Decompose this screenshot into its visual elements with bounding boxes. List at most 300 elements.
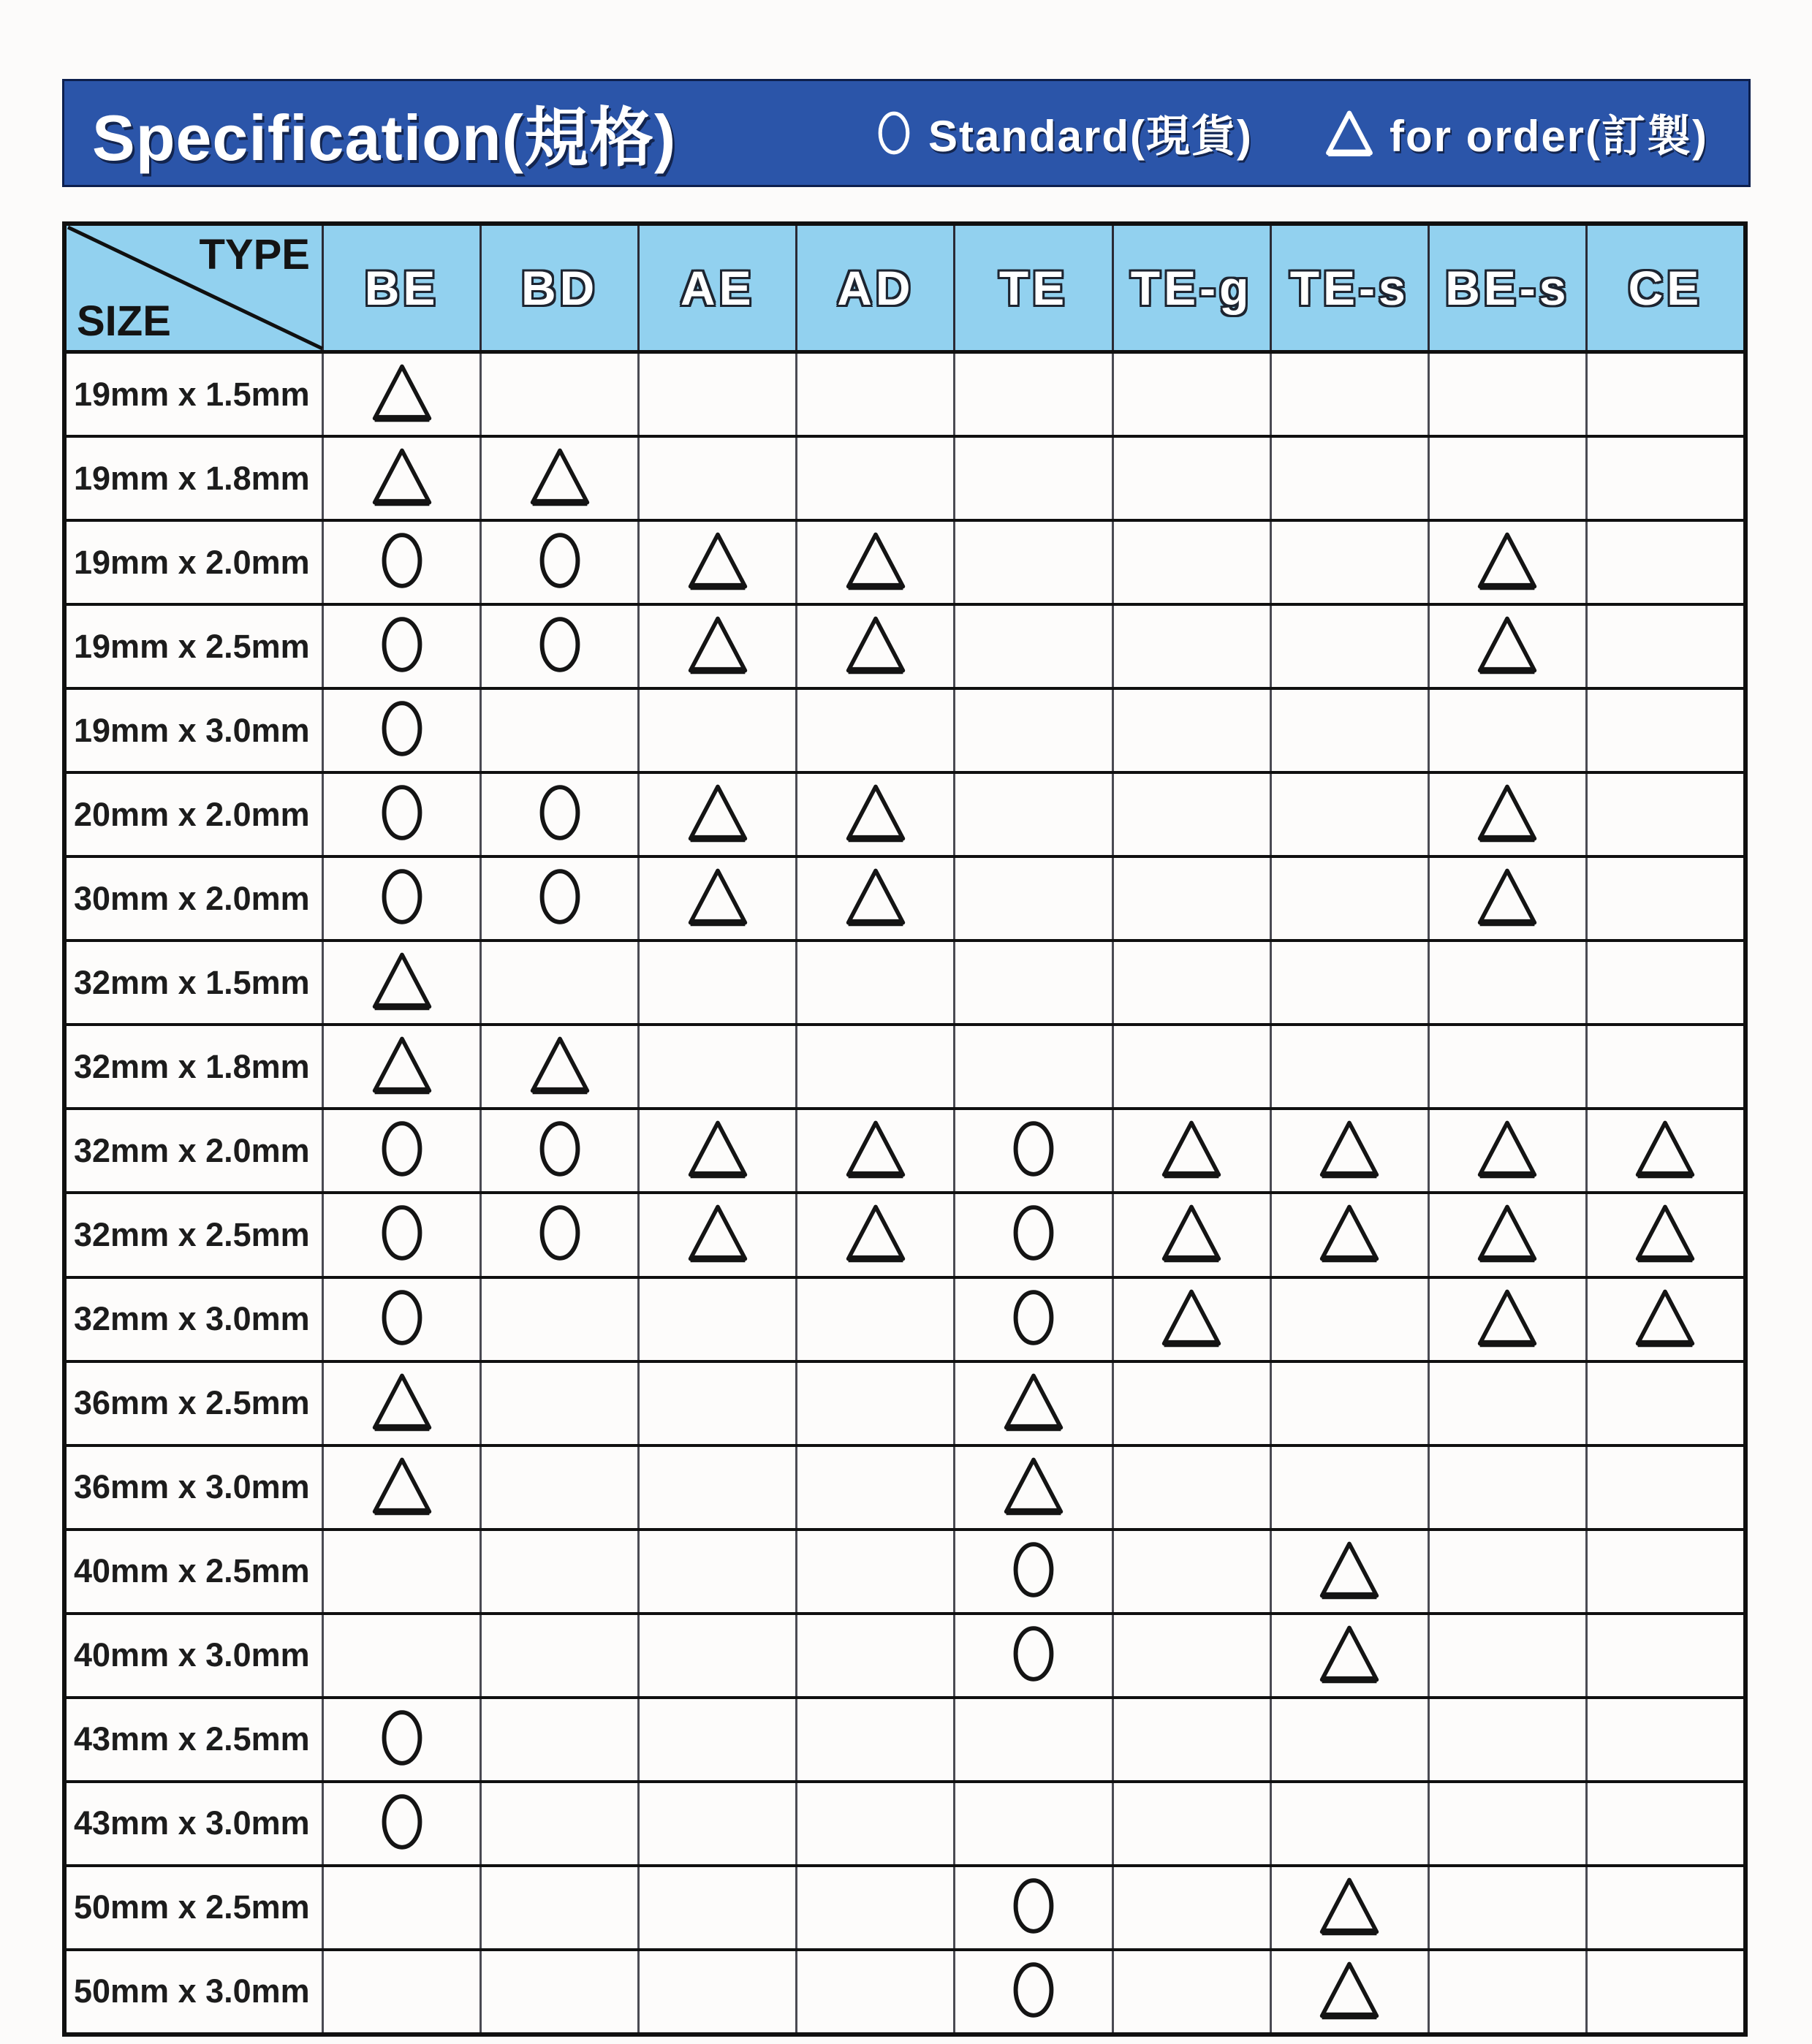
spec-cell bbox=[324, 354, 482, 435]
spec-cell bbox=[1114, 942, 1272, 1023]
order-triangle-icon bbox=[683, 781, 752, 848]
order-triangle-icon bbox=[683, 1201, 752, 1268]
spec-cell bbox=[1588, 1279, 1743, 1360]
size-label: 32mm x 2.0mm bbox=[67, 1110, 324, 1191]
table-row bbox=[67, 1026, 1743, 1110]
spec-cell bbox=[1588, 1110, 1743, 1191]
spec-cell bbox=[1272, 1951, 1430, 2032]
spec-cell bbox=[482, 1699, 640, 1780]
spec-cell bbox=[1588, 1447, 1743, 1528]
spec-cell bbox=[1588, 774, 1743, 855]
spec-cell bbox=[1588, 942, 1743, 1023]
spec-cell bbox=[1430, 438, 1588, 519]
corner-cell-type-size bbox=[67, 226, 324, 350]
order-triangle-icon bbox=[1315, 1538, 1384, 1605]
spec-cell bbox=[1588, 606, 1743, 687]
spec-cell bbox=[955, 1867, 1113, 1948]
table-row bbox=[67, 354, 1743, 438]
spec-cell bbox=[482, 522, 640, 603]
spec-cell bbox=[1588, 1867, 1743, 1948]
spec-cell bbox=[1114, 606, 1272, 687]
spec-cell bbox=[797, 1615, 955, 1696]
spec-cell bbox=[1114, 1110, 1272, 1191]
standard-circle-icon bbox=[375, 693, 429, 768]
spec-cell bbox=[955, 690, 1113, 771]
spec-cell bbox=[324, 1699, 482, 1780]
spec-cell bbox=[1272, 1531, 1430, 1612]
spec-cell bbox=[640, 354, 797, 435]
order-triangle-icon bbox=[841, 613, 910, 680]
standard-circle-icon bbox=[1007, 1282, 1061, 1357]
standard-circle-icon bbox=[1007, 1197, 1061, 1272]
spec-cell bbox=[955, 522, 1113, 603]
spec-cell bbox=[482, 1447, 640, 1528]
spec-cell bbox=[797, 1279, 955, 1360]
size-label: 43mm x 3.0mm bbox=[67, 1783, 324, 1864]
spec-cell bbox=[482, 858, 640, 939]
spec-cell bbox=[1272, 774, 1430, 855]
spec-cell bbox=[955, 1026, 1113, 1107]
spec-cell bbox=[1272, 606, 1430, 687]
table-row bbox=[67, 522, 1743, 606]
table-row bbox=[67, 1867, 1743, 1951]
order-triangle-icon bbox=[1631, 1286, 1699, 1353]
spec-cell bbox=[1114, 1194, 1272, 1275]
spec-cell bbox=[482, 1194, 640, 1275]
order-triangle-icon bbox=[1473, 865, 1542, 932]
table-row bbox=[67, 1783, 1743, 1867]
spec-cell bbox=[955, 1783, 1113, 1864]
table-header-row bbox=[67, 226, 1743, 354]
order-triangle-icon bbox=[1473, 529, 1542, 596]
spec-cell bbox=[955, 1951, 1113, 2032]
spec-cell bbox=[1430, 1531, 1588, 1612]
spec-cell bbox=[640, 1363, 797, 1444]
column-header-AD: AD bbox=[797, 226, 955, 350]
spec-cell bbox=[1588, 522, 1743, 603]
standard-circle-icon bbox=[1007, 1618, 1061, 1693]
standard-circle-icon bbox=[375, 1786, 429, 1861]
spec-cell bbox=[955, 1447, 1113, 1528]
spec-cell bbox=[324, 1363, 482, 1444]
page-title: Specification(規格) bbox=[92, 102, 677, 174]
order-triangle-icon bbox=[1473, 1117, 1542, 1184]
spec-cell bbox=[1114, 1363, 1272, 1444]
spec-cell bbox=[797, 774, 955, 855]
spec-cell bbox=[1272, 858, 1430, 939]
spec-cell bbox=[797, 858, 955, 939]
order-triangle-icon bbox=[1631, 1117, 1699, 1184]
size-label: 19mm x 3.0mm bbox=[67, 690, 324, 771]
column-header-BD: BD bbox=[482, 226, 640, 350]
spec-cell bbox=[1272, 1447, 1430, 1528]
spec-cell bbox=[1430, 1110, 1588, 1191]
spec-cell bbox=[797, 1699, 955, 1780]
size-label: 32mm x 3.0mm bbox=[67, 1279, 324, 1360]
table-row bbox=[67, 1447, 1743, 1531]
spec-cell bbox=[797, 606, 955, 687]
spec-cell bbox=[1430, 1447, 1588, 1528]
spec-cell bbox=[1588, 354, 1743, 435]
table-row bbox=[67, 1363, 1743, 1447]
spec-cell bbox=[482, 1279, 640, 1360]
spec-cell bbox=[1588, 1951, 1743, 2032]
spec-cell bbox=[1114, 1951, 1272, 2032]
column-header-CE: CE bbox=[1628, 261, 1703, 315]
order-triangle-icon bbox=[841, 529, 910, 596]
spec-cell bbox=[482, 606, 640, 687]
order-triangle-icon bbox=[526, 1033, 594, 1100]
spec-cell bbox=[1588, 1783, 1743, 1864]
table-row bbox=[67, 1951, 1743, 2032]
spec-cell bbox=[955, 774, 1113, 855]
spec-cell bbox=[324, 1531, 482, 1612]
spec-cell bbox=[1272, 522, 1430, 603]
spec-cell bbox=[324, 774, 482, 855]
spec-cell bbox=[1430, 1783, 1588, 1864]
spec-cell bbox=[1114, 1531, 1272, 1612]
column-header-BE-s: BE-s bbox=[1430, 226, 1588, 350]
order-triangle-icon bbox=[841, 1117, 910, 1184]
spec-cell bbox=[1272, 438, 1430, 519]
spec-cell bbox=[482, 1026, 640, 1107]
spec-cell bbox=[324, 1951, 482, 2032]
spec-cell bbox=[797, 1363, 955, 1444]
order-triangle-icon bbox=[683, 613, 752, 680]
standard-circle-icon bbox=[1007, 1954, 1061, 2029]
spec-cell bbox=[324, 1110, 482, 1191]
order-triangle-icon bbox=[841, 781, 910, 848]
spec-cell bbox=[482, 1867, 640, 1948]
spec-cell bbox=[1114, 1699, 1272, 1780]
spec-cell bbox=[482, 942, 640, 1023]
standard-circle-icon bbox=[1007, 1870, 1061, 1945]
spec-cell bbox=[1272, 1026, 1430, 1107]
standard-circle-icon bbox=[533, 609, 587, 684]
spec-cell bbox=[640, 1783, 797, 1864]
column-header-TE-s: TE-s bbox=[1272, 226, 1430, 350]
standard-circle-icon bbox=[533, 777, 587, 852]
legend-item-triangle bbox=[1322, 102, 1708, 164]
spec-cell bbox=[1588, 1531, 1743, 1612]
column-header-TE-g: TE-g bbox=[1114, 226, 1272, 350]
spec-cell bbox=[1272, 690, 1430, 771]
spec-cell bbox=[640, 606, 797, 687]
spec-cell bbox=[1272, 1110, 1430, 1191]
order-triangle-icon bbox=[368, 1370, 436, 1437]
spec-cell bbox=[797, 438, 955, 519]
spec-cell bbox=[482, 438, 640, 519]
spec-cell bbox=[1114, 1783, 1272, 1864]
size-label: 32mm x 2.5mm bbox=[67, 1194, 324, 1275]
spec-cell bbox=[640, 1279, 797, 1360]
order-triangle-icon bbox=[368, 445, 436, 512]
spec-cell bbox=[640, 1447, 797, 1528]
legend-label: for order(訂製) bbox=[1390, 112, 1708, 161]
spec-cell bbox=[1430, 1363, 1588, 1444]
spec-cell bbox=[1588, 438, 1743, 519]
order-triangle-icon bbox=[526, 445, 594, 512]
spec-cell bbox=[482, 354, 640, 435]
order-triangle-icon bbox=[1157, 1117, 1226, 1184]
standard-circle-icon bbox=[375, 609, 429, 684]
spec-cell bbox=[1588, 1026, 1743, 1107]
spec-cell bbox=[955, 1699, 1113, 1780]
spec-cell bbox=[1272, 942, 1430, 1023]
spec-cell bbox=[1588, 690, 1743, 771]
spec-cell bbox=[1430, 774, 1588, 855]
spec-cell bbox=[640, 858, 797, 939]
size-label: 32mm x 1.8mm bbox=[67, 1026, 324, 1107]
spec-cell bbox=[797, 1110, 955, 1191]
spec-cell bbox=[1588, 1699, 1743, 1780]
spec-cell bbox=[482, 690, 640, 771]
order-triangle-icon bbox=[368, 1454, 436, 1521]
order-triangle-icon bbox=[368, 1033, 436, 1100]
spec-cell bbox=[640, 438, 797, 519]
spec-cell bbox=[1430, 1194, 1588, 1275]
spec-cell bbox=[640, 1867, 797, 1948]
order-triangle-icon bbox=[1322, 109, 1376, 157]
spec-cell bbox=[640, 522, 797, 603]
order-triangle-icon bbox=[683, 865, 752, 932]
spec-cell bbox=[324, 1783, 482, 1864]
spec-cell bbox=[640, 1110, 797, 1191]
spec-cell bbox=[482, 774, 640, 855]
order-triangle-icon bbox=[1157, 1286, 1226, 1353]
table-row bbox=[67, 1699, 1743, 1783]
spec-cell bbox=[797, 1867, 955, 1948]
spec-cell bbox=[797, 1447, 955, 1528]
standard-circle-icon bbox=[533, 525, 587, 600]
corner-label-type: TYPE bbox=[199, 231, 310, 278]
order-triangle-icon bbox=[999, 1370, 1068, 1437]
size-label: 19mm x 1.8mm bbox=[67, 438, 324, 519]
spec-cell bbox=[640, 1699, 797, 1780]
spec-cell bbox=[640, 1951, 797, 2032]
spec-cell bbox=[1272, 1279, 1430, 1360]
spec-cell bbox=[324, 690, 482, 771]
order-triangle-icon bbox=[1315, 1201, 1384, 1268]
size-label: 32mm x 1.5mm bbox=[67, 942, 324, 1023]
size-label: 40mm x 2.5mm bbox=[67, 1531, 324, 1612]
spec-cell bbox=[1114, 1279, 1272, 1360]
title-bar bbox=[62, 79, 1751, 187]
spec-cell bbox=[482, 1110, 640, 1191]
spec-cell bbox=[324, 438, 482, 519]
spec-cell bbox=[797, 522, 955, 603]
spec-cell bbox=[640, 1194, 797, 1275]
spec-cell bbox=[1114, 522, 1272, 603]
spec-cell bbox=[1114, 354, 1272, 435]
spec-cell bbox=[955, 1363, 1113, 1444]
order-triangle-icon bbox=[1315, 1958, 1384, 2025]
standard-circle-icon bbox=[1007, 1113, 1061, 1188]
standard-circle-icon bbox=[873, 106, 915, 160]
spec-cell bbox=[482, 1531, 640, 1612]
spec-cell bbox=[324, 942, 482, 1023]
spec-cell bbox=[955, 354, 1113, 435]
size-label: 30mm x 2.0mm bbox=[67, 858, 324, 939]
standard-circle-icon bbox=[533, 1197, 587, 1272]
table-row bbox=[67, 690, 1743, 774]
standard-circle-icon bbox=[375, 1197, 429, 1272]
spec-cell bbox=[1114, 1867, 1272, 1948]
spec-cell bbox=[1430, 522, 1588, 603]
spec-cell bbox=[955, 438, 1113, 519]
table-row bbox=[67, 1194, 1743, 1278]
order-triangle-icon bbox=[368, 949, 436, 1016]
spec-cell bbox=[640, 690, 797, 771]
size-label: 43mm x 2.5mm bbox=[67, 1699, 324, 1780]
size-label: 50mm x 3.0mm bbox=[67, 1951, 324, 2032]
order-triangle-icon bbox=[683, 1117, 752, 1184]
order-triangle-icon bbox=[1315, 1874, 1384, 1941]
standard-circle-icon bbox=[533, 1113, 587, 1188]
column-header-TE: TE bbox=[955, 226, 1113, 350]
spec-cell bbox=[1430, 1279, 1588, 1360]
order-triangle-icon bbox=[1315, 1622, 1384, 1689]
spec-cell bbox=[640, 1026, 797, 1107]
table-row bbox=[67, 942, 1743, 1026]
spec-cell bbox=[955, 1615, 1113, 1696]
spec-cell bbox=[955, 606, 1113, 687]
spec-cell bbox=[1588, 858, 1743, 939]
spec-cell bbox=[324, 858, 482, 939]
spec-cell bbox=[1114, 774, 1272, 855]
table-row bbox=[67, 1531, 1743, 1615]
spec-cell bbox=[482, 1951, 640, 2032]
spec-cell bbox=[640, 774, 797, 855]
table-row bbox=[67, 1279, 1743, 1363]
table-row bbox=[67, 1110, 1743, 1194]
order-triangle-icon bbox=[1473, 613, 1542, 680]
spec-cell bbox=[797, 942, 955, 1023]
legend-label: Standard(現貨) bbox=[928, 112, 1254, 161]
table-row bbox=[67, 606, 1743, 690]
standard-circle-icon bbox=[533, 861, 587, 936]
size-label: 40mm x 3.0mm bbox=[67, 1615, 324, 1696]
column-header-AE: AE bbox=[640, 226, 797, 350]
spec-cell bbox=[1430, 354, 1588, 435]
standard-circle-icon bbox=[375, 1282, 429, 1357]
table-row bbox=[67, 774, 1743, 858]
spec-cell bbox=[1588, 1194, 1743, 1275]
order-triangle-icon bbox=[1473, 1201, 1542, 1268]
spec-cell bbox=[1272, 1867, 1430, 1948]
spec-cell bbox=[1114, 438, 1272, 519]
spec-cell bbox=[640, 942, 797, 1023]
size-label: 36mm x 2.5mm bbox=[67, 1363, 324, 1444]
spec-cell bbox=[955, 1110, 1113, 1191]
spec-cell bbox=[1272, 1363, 1430, 1444]
spec-cell bbox=[797, 1531, 955, 1612]
size-label: 20mm x 2.0mm bbox=[67, 774, 324, 855]
standard-circle-icon bbox=[375, 777, 429, 852]
order-triangle-icon bbox=[683, 529, 752, 596]
spec-cell bbox=[1430, 858, 1588, 939]
spec-cell bbox=[1114, 1026, 1272, 1107]
legend-item-circle bbox=[873, 102, 1253, 164]
spec-cell bbox=[324, 522, 482, 603]
standard-circle-icon bbox=[1007, 1534, 1061, 1609]
order-triangle-icon bbox=[1315, 1117, 1384, 1184]
spec-cell bbox=[1114, 690, 1272, 771]
spec-cell bbox=[797, 690, 955, 771]
standard-circle-icon bbox=[375, 1113, 429, 1188]
spec-cell bbox=[482, 1363, 640, 1444]
legend bbox=[873, 102, 1708, 164]
standard-circle-icon bbox=[375, 861, 429, 936]
size-label: 19mm x 1.5mm bbox=[67, 354, 324, 435]
size-label: 36mm x 3.0mm bbox=[67, 1447, 324, 1528]
size-label: 19mm x 2.0mm bbox=[67, 522, 324, 603]
order-triangle-icon bbox=[999, 1454, 1068, 1521]
spec-cell bbox=[1272, 354, 1430, 435]
spec-cell bbox=[955, 858, 1113, 939]
spec-cell bbox=[324, 1867, 482, 1948]
spec-cell bbox=[1114, 1615, 1272, 1696]
spec-cell bbox=[955, 1279, 1113, 1360]
spec-cell bbox=[1430, 1699, 1588, 1780]
spec-cell bbox=[1430, 1615, 1588, 1696]
table-row bbox=[67, 1615, 1743, 1699]
standard-circle-icon bbox=[375, 1702, 429, 1777]
spec-cell bbox=[1430, 1026, 1588, 1107]
order-triangle-icon bbox=[841, 1201, 910, 1268]
spec-cell bbox=[640, 1531, 797, 1612]
spec-cell bbox=[1430, 606, 1588, 687]
spec-cell bbox=[482, 1615, 640, 1696]
order-triangle-icon bbox=[841, 865, 910, 932]
spec-cell bbox=[324, 606, 482, 687]
spec-cell bbox=[324, 1447, 482, 1528]
spec-cell bbox=[1588, 1615, 1743, 1696]
order-triangle-icon bbox=[368, 361, 436, 428]
spec-cell bbox=[1272, 1699, 1430, 1780]
standard-circle-icon bbox=[375, 525, 429, 600]
spec-cell bbox=[1430, 1867, 1588, 1948]
spec-cell bbox=[955, 1194, 1113, 1275]
spec-cell bbox=[324, 1194, 482, 1275]
spec-cell bbox=[955, 1531, 1113, 1612]
spec-cell bbox=[324, 1615, 482, 1696]
spec-cell bbox=[1272, 1194, 1430, 1275]
spec-cell bbox=[1430, 1951, 1588, 2032]
spec-cell bbox=[324, 1026, 482, 1107]
size-label: 19mm x 2.5mm bbox=[67, 606, 324, 687]
spec-cell bbox=[797, 354, 955, 435]
spec-cell bbox=[1272, 1615, 1430, 1696]
spec-cell bbox=[797, 1026, 955, 1107]
table-row bbox=[67, 858, 1743, 942]
order-triangle-icon bbox=[1473, 1286, 1542, 1353]
spec-cell bbox=[1430, 942, 1588, 1023]
table-row bbox=[67, 438, 1743, 522]
spec-cell bbox=[797, 1194, 955, 1275]
spec-cell bbox=[797, 1783, 955, 1864]
order-triangle-icon bbox=[1473, 781, 1542, 848]
specification-table bbox=[62, 221, 1748, 2037]
order-triangle-icon bbox=[1631, 1201, 1699, 1268]
spec-cell bbox=[955, 942, 1113, 1023]
order-triangle-icon bbox=[1157, 1201, 1226, 1268]
corner-label-size: SIZE bbox=[77, 297, 171, 345]
spec-cell bbox=[1114, 858, 1272, 939]
spec-cell bbox=[482, 1783, 640, 1864]
spec-cell bbox=[1588, 1363, 1743, 1444]
spec-cell bbox=[324, 1279, 482, 1360]
